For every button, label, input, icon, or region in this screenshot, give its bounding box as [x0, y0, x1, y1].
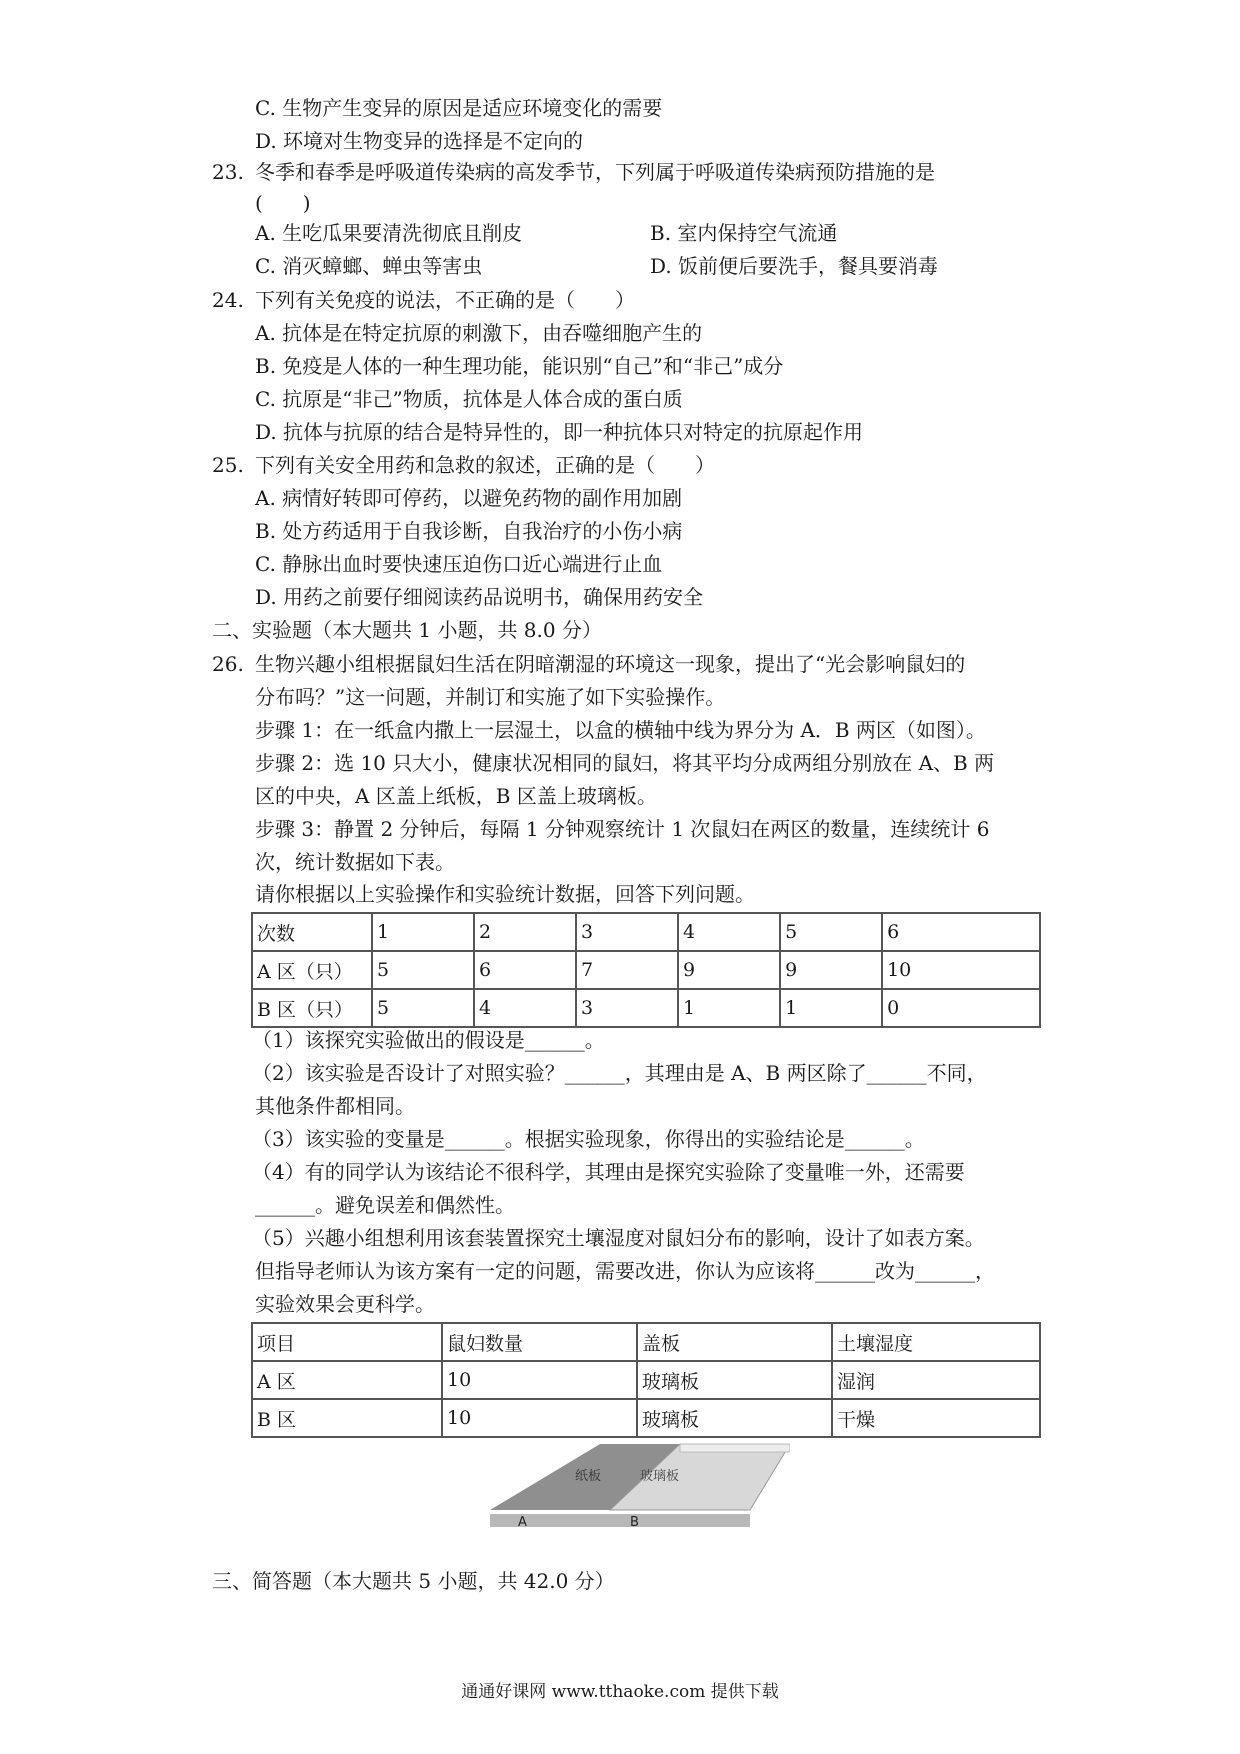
table-cell: 3 [576, 913, 678, 951]
q26-line-2: 分布吗？”这一问题，并制订和实施了如下实验操作。 [255, 685, 726, 709]
table-cell: 7 [576, 951, 678, 989]
q26-line-8: 请你根据以上实验操作和实验统计数据，回答下列问题。 [255, 882, 755, 906]
table-cell: 6 [474, 951, 576, 989]
q26-part-1: （1）该探究实验做出的假设是______。 [252, 1028, 605, 1052]
glass-board-edge [680, 1444, 790, 1452]
table-cell: A 区 [252, 1361, 442, 1399]
table-cell: 10 [442, 1361, 637, 1399]
q25-number: 25. [212, 453, 244, 477]
q23-option-b: B. 室内保持空气流通 [650, 221, 838, 245]
table-row [252, 1361, 1040, 1399]
q22-option-d: D. 环境对生物变异的选择是不定向的 [255, 129, 584, 153]
table-cell: 5 [372, 951, 474, 989]
label-glass-board: 玻璃板 [640, 1469, 680, 1484]
q26-part-2b: 其他条件都相同。 [255, 1094, 415, 1118]
q26-part-5b: 但指导老师认为该方案有一定的问题，需要改进，你认为应该将______改为______， [255, 1259, 995, 1283]
q24-option-b: B. 免疫是人体的一种生理功能，能识别“自己”和“非己”成分 [255, 354, 784, 378]
q25-option-a: A. 病情好转即可停药，以避免药物的副作用加剧 [255, 486, 683, 510]
q26-line-1: 生物兴趣小组根据鼠妇生活在阴暗潮湿的环境这一现象，提出了“光会影响鼠妇的 [255, 652, 966, 676]
q24-option-a: A. 抗体是在特定抗原的刺激下，由吞噬细胞产生的 [255, 321, 703, 345]
table-cell: 鼠妇数量 [442, 1323, 637, 1361]
table-row [252, 989, 1040, 1027]
table-cell: 次数 [252, 913, 372, 951]
table-cell: B 区 [252, 1399, 442, 1437]
experiment-box-figure [450, 1432, 790, 1532]
q25-text: 下列有关安全用药和急救的叙述，正确的是（ ） [255, 453, 715, 477]
page-footer: 通通好课网 www.tthaoke.com 提供下载 [461, 1682, 779, 1702]
plan-table [251, 1322, 1041, 1438]
table-cell: 湿润 [832, 1361, 1040, 1399]
q26-part-2a: （2）该实验是否设计了对照实验？______，其理由是 A、B 两区除了______不同， [252, 1061, 987, 1085]
table-row [252, 1323, 1040, 1361]
table-cell: 6 [882, 913, 1040, 951]
table-cell: 玻璃板 [637, 1361, 832, 1399]
q24-text: 下列有关免疫的说法，不正确的是（ ） [255, 288, 635, 312]
q25-option-d: D. 用药之前要仔细阅读药品说明书，确保用药安全 [255, 585, 704, 609]
q24-option-d: D. 抗体与抗原的结合是特异性的，即一种抗体只对特定的抗原起作用 [255, 420, 864, 444]
section-3-heading: 三、简答题（本大题共 5 小题，共 42.0 分） [212, 1569, 615, 1593]
table-cell: 1 [780, 989, 882, 1027]
q26-line-3: 步骤 1：在一纸盒内撒上一层湿土，以盒的横轴中线为界分为 A．B 两区（如图）。 [255, 718, 986, 742]
table-cell: 盖板 [637, 1323, 832, 1361]
table-cell: 9 [678, 951, 780, 989]
q25-option-c: C. 静脉出血时要快速压迫伤口近心端进行止血 [255, 552, 663, 576]
section-2-heading: 二、实验题（本大题共 1 小题，共 8.0 分） [212, 618, 602, 642]
table-cell: 2 [474, 913, 576, 951]
label-paper-board: 纸板 [575, 1469, 602, 1484]
table-cell: 4 [678, 913, 780, 951]
q26-number: 26. [212, 652, 244, 676]
q26-part-4b: ______。避免误差和偶然性。 [255, 1193, 515, 1217]
q26-line-7: 次，统计数据如下表。 [255, 850, 455, 874]
table-cell: 5 [372, 989, 474, 1027]
q23-option-d: D. 饭前便后要洗手，餐具要消毒 [650, 254, 939, 278]
table-cell: 3 [576, 989, 678, 1027]
count-table [251, 912, 1041, 1028]
q26-part-5a: （5）兴趣小组想利用该套装置探究土壤湿度对鼠妇分布的影响，设计了如表方案。 [252, 1226, 985, 1250]
q25-option-b: B. 处方药适用于自我诊断，自我治疗的小伤小病 [255, 519, 683, 543]
table-cell: A 区（只） [252, 951, 372, 989]
table-cell: 1 [678, 989, 780, 1027]
q26-part-5c: 实验效果会更科学。 [255, 1292, 435, 1316]
table-cell: 土壤湿度 [832, 1323, 1040, 1361]
box-base [490, 1514, 750, 1527]
q23-paren: ( ) [255, 191, 311, 215]
table-cell: 玻璃板 [637, 1399, 832, 1437]
q23-option-c: C. 消灭蟑螂、蝉虫等害虫 [255, 254, 483, 278]
q24-option-c: C. 抗原是“非己”物质，抗体是人体合成的蛋白质 [255, 387, 683, 411]
table-cell: 10 [882, 951, 1040, 989]
table-cell: 干燥 [832, 1399, 1040, 1437]
table-cell: 4 [474, 989, 576, 1027]
table-cell: 9 [780, 951, 882, 989]
q26-line-5: 区的中央，A 区盖上纸板，B 区盖上玻璃板。 [255, 784, 657, 808]
q23-number: 23. [212, 160, 244, 184]
q26-part-4a: （4）有的同学认为该结论不很科学，其理由是探究实验除了变量唯一外，还需要 [252, 1160, 965, 1184]
q24-number: 24. [212, 288, 244, 312]
table-row [252, 913, 1040, 951]
table-cell: 0 [882, 989, 1040, 1027]
q26-line-6: 步骤 3：静置 2 分钟后，每隔 1 分钟观察统计 1 次鼠妇在两区的数量，连续统计 6 [255, 817, 990, 841]
table-cell: 10 [442, 1399, 637, 1437]
label-area-b: B [630, 1515, 639, 1530]
table-cell: 项目 [252, 1323, 442, 1361]
label-area-a: A [518, 1515, 527, 1530]
table-cell: B 区（只） [252, 989, 372, 1027]
table-cell: 5 [780, 913, 882, 951]
q23-text: 冬季和春季是呼吸道传染病的高发季节，下列属于呼吸道传染病预防措施的是 [255, 160, 935, 184]
q22-option-c: C. 生物产生变异的原因是适应环境变化的需要 [255, 96, 663, 120]
table-row [252, 951, 1040, 989]
q26-part-3: （3）该实验的变量是______。根据实验现象，你得出的实验结论是______。 [252, 1127, 925, 1151]
q23-option-a: A. 生吃瓜果要清洗彻底且削皮 [255, 221, 523, 245]
q26-line-4: 步骤 2：选 10 只大小，健康状况相同的鼠妇，将其平均分成两组分别放在 A、B 两 [255, 751, 995, 775]
table-cell: 1 [372, 913, 474, 951]
